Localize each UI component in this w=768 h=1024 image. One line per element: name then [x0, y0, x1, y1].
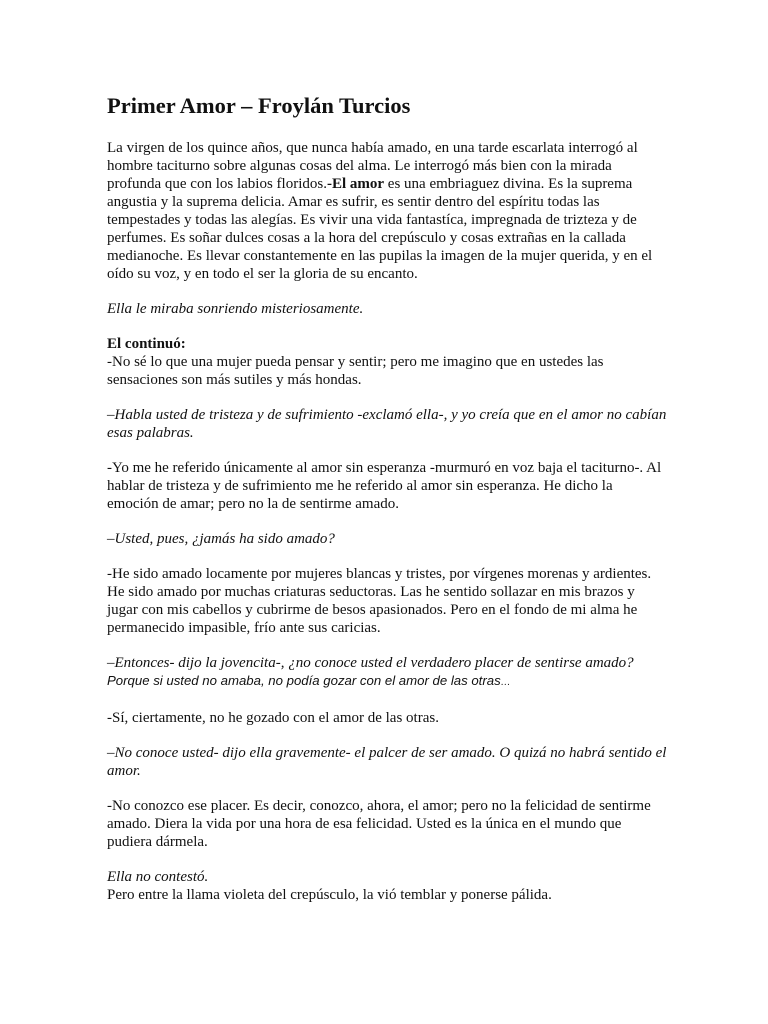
- paragraph-12: [107, 868, 668, 904]
- paragraph-5: -Yo me he referido únicamente al amor sin esperanza -murmuró en voz baja el taciturno-. Al hablar de tristeza y de sufrimiento me he referido al amor sin esperanza. He dicho la emoción de amar; pero no la de sentirme amado.: [107, 460, 662, 512]
- document-title: Primer Amor – Froylán Turcios: [107, 93, 411, 118]
- paragraph-4: –Habla usted de tristeza y de sufrimiento -exclamó ella-, y yo creía que en el amor no cabían esas palabras.: [107, 407, 667, 441]
- paragraph-8-ellipsis: …: [500, 677, 511, 688]
- paragraph-12-line-1: Ella no contestó.: [107, 869, 209, 885]
- paragraph-11: -No conozco ese placer. Es decir, conozco, ahora, el amor; pero no la felicidad de sentirme amado. Diera la vida por una hora de esa felicidad. Usted es la única en el mundo que pudiera dármela.: [107, 798, 651, 850]
- paragraph-1-body: es una embriaguez divina. Es la suprema angustia y la suprema delicia. Amar es sufrir, es sentir dentro del espíritu todas las tempestades y todas las alegías. Es vivir una vida fantastíca, impregnada de trizteza y de perfumes. Es soñar dulces cosas a la hora del crepúsculo y cosas extrañas en la callada medianoche. Es llevar constantemente en las pupilas la imagen de la mujer querida, y en el oído su voz, y en todo el ser la gloria de su encanto.: [107, 176, 653, 282]
- paragraph-1-intro: La virgen de los quince años, que nunca había amado, en una tarde escarlata interrogó al hombre taciturno sobre algunas cosas del alma. Le interrogó más bien con la mirada profunda que con los labios floridos.: [107, 140, 638, 192]
- paragraph-8-line-2: Porque si usted no amaba, no podía gozar con el amor de las otras: [107, 673, 501, 688]
- el-amor-bold: -El amor: [326, 176, 385, 192]
- paragraph-12-line-2: Pero entre la llama violeta del crepúsculo, la vió temblar y ponerse pálida.: [107, 887, 552, 903]
- paragraph-3: [107, 335, 668, 389]
- paragraph-7: -He sido amado locamente por mujeres blancas y tristes, por vírgenes morenas y ardientes. He sido amado por muchas criaturas seductoras. Las he sentido sollazar en mis brazos y jugar con mis cabellos y cubrirme de besos apasionados. Pero en el fondo de mi alma he permanecido impasible, frío ante sus caricias.: [107, 566, 652, 636]
- paragraph-6: –Usted, pues, ¿jamás ha sido amado?: [107, 531, 335, 547]
- paragraph-2: Ella le miraba sonriendo misteriosamente.: [107, 301, 364, 317]
- paragraph-9: -Sí, ciertamente, no he gozado con el amor de las otras.: [107, 710, 439, 726]
- paragraph-3-text: -No sé lo que una mujer pueda pensar y sentir; pero me imagino que en ustedes las sensaciones son más sutiles y más hondas.: [107, 354, 604, 388]
- paragraph-8-line-1: –Entonces- dijo la jovencita-, ¿no conoce usted el verdadero placer de sentirse amado?: [107, 655, 634, 671]
- el-continuo-label: El continuó:: [107, 336, 186, 352]
- paragraph-1: [107, 139, 668, 283]
- paragraph-8: [107, 654, 668, 692]
- paragraph-10: –No conoce usted- dijo ella gravemente- el palcer de ser amado. O quizá no habrá sentido el amor.: [107, 745, 667, 779]
